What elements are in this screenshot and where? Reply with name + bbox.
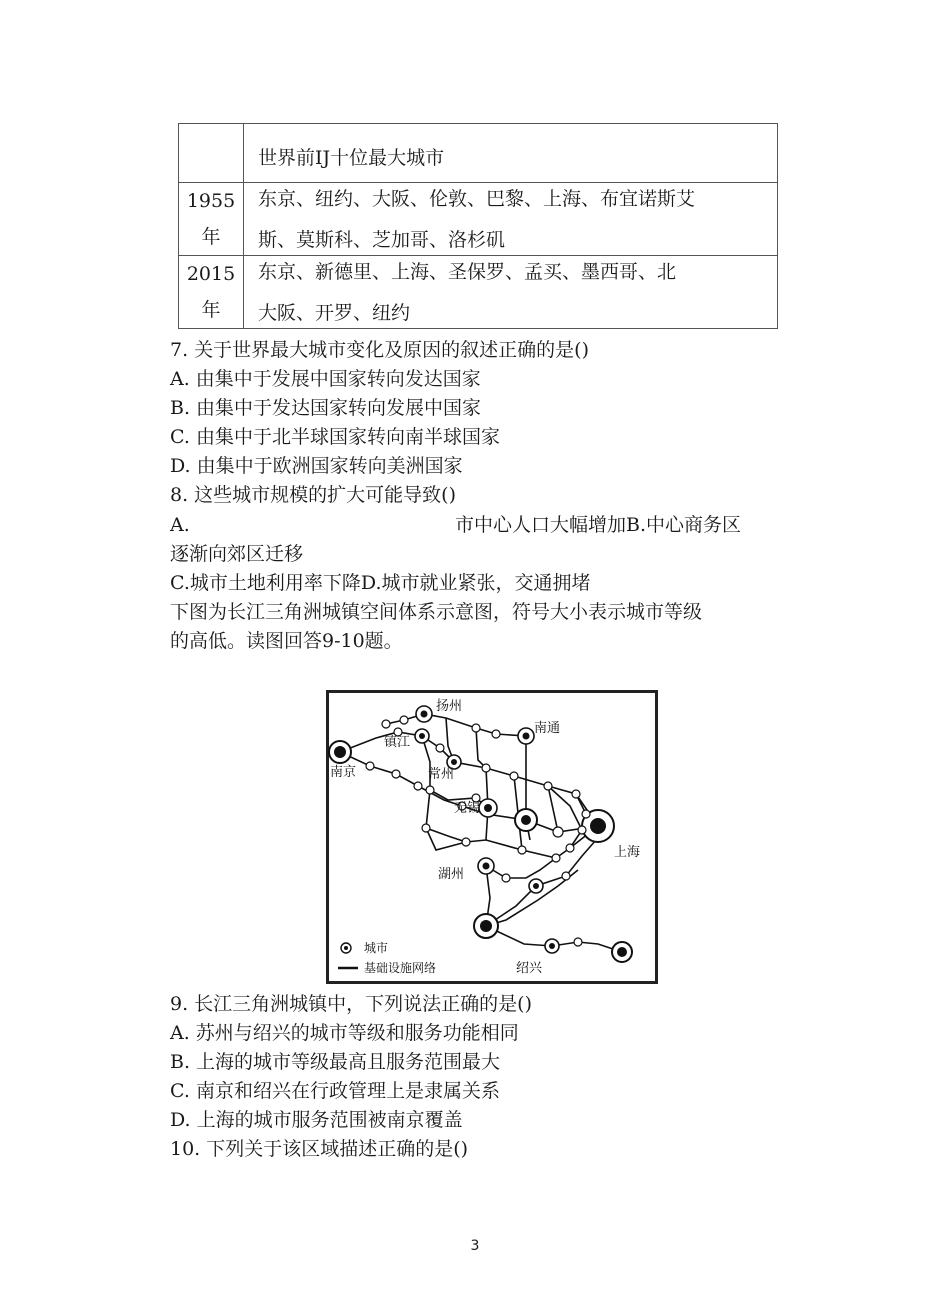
city-marker-zhenjiang-core <box>419 733 425 739</box>
city-marker-ningbo-core <box>617 947 627 957</box>
table-row <box>179 183 778 256</box>
question-9-stem: 9. 长江三角洲城镇中，下列说法正确的是() <box>170 993 532 1015</box>
table-header-text: 世界前IJ十位最大城市 <box>258 147 445 169</box>
map-intro-line-2: 的高低。读图回答9-10题。 <box>170 630 403 652</box>
legend-city-symbol-core <box>344 946 348 950</box>
year-number: 2015 <box>186 263 236 285</box>
cities-line: 斯、莫斯科、芝加哥、洛杉矶 <box>258 229 506 251</box>
cities-cell <box>244 183 778 256</box>
town-marker <box>414 782 422 790</box>
question-8-option-a-label: A. <box>170 514 190 536</box>
map-intro-line-1: 下图为长江三角洲城镇空间体系示意图，符号大小表示城市等级 <box>170 601 703 623</box>
cities-line: 大阪、开罗、纽约 <box>258 302 411 324</box>
cut-off-text <box>258 286 777 298</box>
question-9-option-b: B. 上海的城市等级最高且服务范围最大 <box>170 1051 501 1073</box>
year-cell <box>179 183 244 256</box>
cities-table <box>178 123 778 329</box>
city-marker-shanghai-core <box>590 818 606 834</box>
question-8-stem: 8. 这些城市规模的扩大可能导致() <box>170 484 456 506</box>
town-marker <box>518 846 526 854</box>
city-marker-suzhou-core <box>521 815 531 825</box>
town-marker <box>366 762 374 770</box>
town-marker <box>462 838 470 846</box>
cities-line: 东京、纽约、大阪、伦敦、巴黎、上海、布宜诺斯艾 <box>258 188 696 210</box>
town-marker <box>566 844 574 852</box>
town-marker <box>492 730 500 738</box>
town-marker <box>582 810 590 818</box>
city-marker-wuxi-core <box>484 804 492 812</box>
town-marker <box>574 938 582 946</box>
city-marker-nanjing-core <box>334 746 346 758</box>
city-marker-huzhou-core <box>483 863 490 870</box>
question-9-option-d: D. 上海的城市服务范围被南京覆盖 <box>170 1109 463 1131</box>
question-7-option-b: B. 由集中于发达国家转向发展中国家 <box>170 397 482 419</box>
cut-off-text <box>258 213 777 225</box>
town-marker <box>502 874 510 882</box>
table-header-cell <box>244 124 778 183</box>
label-wuxi: 无锡 <box>454 800 481 815</box>
label-nantong: 南通 <box>534 720 561 735</box>
table-header-row <box>179 124 778 183</box>
town-marker <box>552 854 560 862</box>
label-changzhou: 常州 <box>428 766 455 781</box>
question-8-option-a-continued: 逐渐向郊区迁移 <box>170 543 304 565</box>
year-unit: 年 <box>201 226 221 248</box>
label-nanjing: 南京 <box>330 764 357 779</box>
town-marker <box>422 824 430 832</box>
town-marker <box>562 872 570 880</box>
label-zhenjiang: 镇江 <box>384 734 411 749</box>
question-9-option-a: A. 苏州与绍兴的城市等级和服务功能相同 <box>170 1022 519 1044</box>
cities-line: 东京、新德里、上海、圣保罗、孟买、墨西哥、北 <box>258 261 677 283</box>
question-8-option-a-text: 市中心人口大幅增加B.中心商务区 <box>455 514 742 536</box>
town-marker <box>436 744 444 752</box>
year-unit: 年 <box>201 299 221 321</box>
town-marker <box>382 720 390 728</box>
town-marker <box>572 790 580 798</box>
cities-cell <box>244 256 778 329</box>
town-marker <box>510 772 518 780</box>
question-7-option-c: C. 由集中于北半球国家转向南半球国家 <box>170 426 500 448</box>
town-marker <box>578 826 586 834</box>
town-marker <box>400 716 408 724</box>
city-marker-hangzhou-core <box>480 920 492 932</box>
table-row <box>179 256 778 329</box>
label-shaoxing: 绍兴 <box>516 960 543 975</box>
label-shanghai: 上海 <box>614 844 641 859</box>
legend-city-label: 城市 <box>364 941 389 955</box>
city-marker-jiaxing-core <box>533 883 539 889</box>
question-9-option-c: C. 南京和绍兴在行政管理上是隶属关系 <box>170 1080 500 1102</box>
yangtze-delta-map <box>326 690 658 984</box>
town-marker <box>472 724 480 732</box>
city-marker-yangzhou-core <box>421 711 428 718</box>
city-marker-shaoxing-core <box>549 943 555 949</box>
label-huzhou: 湖州 <box>438 866 465 881</box>
town-marker <box>392 770 400 778</box>
year-cell <box>179 256 244 329</box>
town-marker <box>553 827 563 837</box>
town-marker <box>482 764 490 772</box>
town-marker <box>544 782 552 790</box>
city-marker-nantong-core <box>523 733 530 740</box>
town-marker <box>426 786 434 794</box>
year-number: 1955 <box>186 190 236 212</box>
question-8-options-cd: C.城市土地利用率下降D.城市就业紧张，交通拥堵 <box>170 572 591 594</box>
question-10-stem: 10. 下列关于该区域描述正确的是() <box>170 1138 469 1160</box>
question-7-option-d: D. 由集中于欧洲国家转向美洲国家 <box>170 455 463 477</box>
table-empty-cell <box>179 124 244 183</box>
legend-network-label: 基础设施网络 <box>364 961 437 975</box>
label-yangzhou: 扬州 <box>436 698 463 713</box>
question-7-option-a: A. 由集中于发展中国家转向发达国家 <box>170 368 481 390</box>
question-7-stem: 7. 关于世界最大城市变化及原因的叙述正确的是() <box>170 339 589 361</box>
page-number: 3 <box>470 1238 480 1254</box>
city-marker-changzhou-core <box>451 759 457 765</box>
